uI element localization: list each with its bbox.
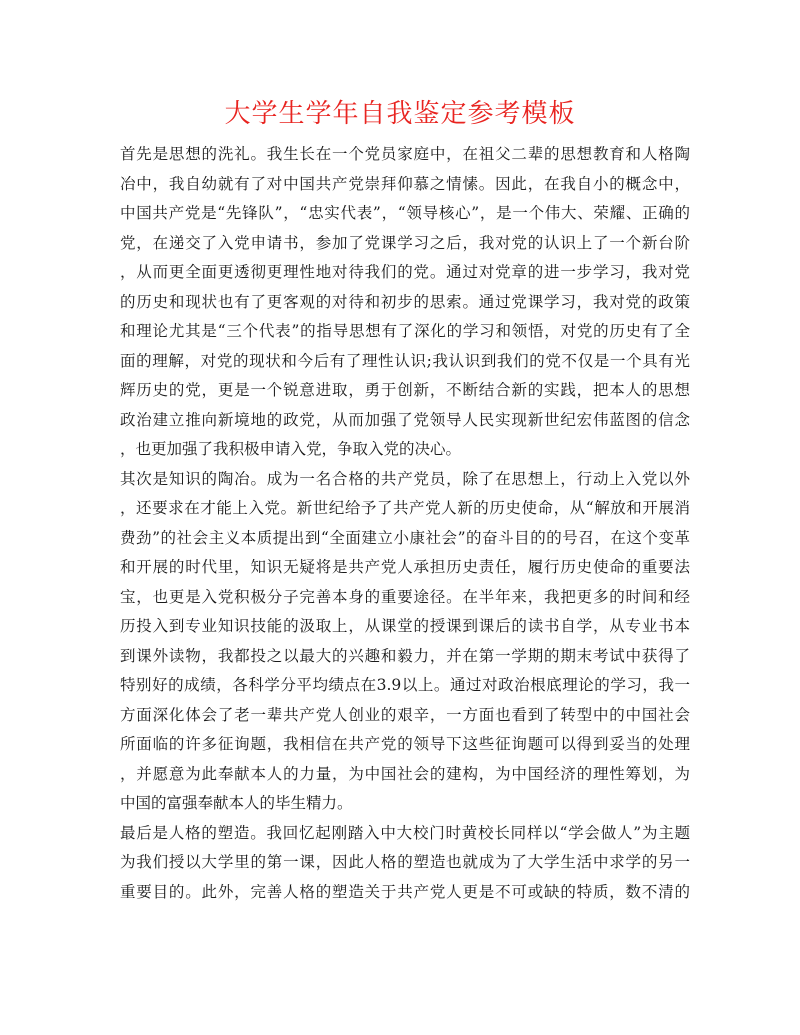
text-line: 特别好的成绩，各科学分平均绩点在3.9以上。通过对政治根底理论的学习，我一 xyxy=(120,676,690,694)
text-line: 费劲”的社会主义本质提出到“全面建立小康社会”的奋斗目的的号召，在这个变革 xyxy=(120,528,690,547)
text-line: 所面临的许多征询题，我相信在共产党的领导下这些征询题可以得到妥当的处理 xyxy=(120,735,690,753)
text-line: 方面深化体会了老一辈共产党人创业的艰辛，一方面也看到了转型中的中国社会 xyxy=(120,705,690,724)
document-body xyxy=(120,140,690,907)
text-line: 和理论尤其是“三个代表”的指导思想有了深化的学习和领悟，对党的历史有了全 xyxy=(120,322,690,340)
text-line: 政治建立推向新境地的政党，从而加强了党领导人民实现新世纪宏伟蓝图的信念 xyxy=(120,410,690,429)
text-line: 历投入到专业知识技能的汲取上，从课堂的授课到课后的读书自学，从专业书本 xyxy=(120,617,690,635)
text-line: 党，在递交了入党申请书，参加了党课学习之后，我对党的认识上了一个新台阶 xyxy=(120,233,690,252)
text-line: ，从而更全面更透彻更理性地对待我们的党。通过对党章的进一步学习，我对党 xyxy=(120,263,690,281)
text-line: 为我们授以大学里的第一课，因此人格的塑造也就成为了大学生活中求学的另一 xyxy=(120,853,690,871)
text-line: 其次是知识的陶冶。成为一名合格的共产党员，除了在思想上，行动上入党以外 xyxy=(120,469,690,488)
text-line: ，也更加强了我积极申请入党，争取入党的决心。 xyxy=(120,440,462,458)
text-line: 的历史和现状也有了更客观的对待和初步的思索。通过党课学习，我对党的政策 xyxy=(120,292,690,311)
text-line: ，并愿意为此奉献本人的力量，为中国社会的建构，为中国经济的理性筹划，为 xyxy=(120,764,690,783)
text-line: 最后是人格的塑造。我回忆起刚踏入中大校门时黄校长同样以“学会做人”为主题 xyxy=(120,823,690,842)
text-line: 面的理解，对党的现状和今后有了理性认识;我认识到我们的党不仅是一个具有光 xyxy=(120,351,690,370)
text-line: 和开展的时代里，知识无疑将是共产党人承担历史责任，履行历史使命的重要法 xyxy=(120,558,690,576)
text-line: 中国共产党是“先锋队”，“忠实代表”，“领导核心”，是一个伟大、荣耀、正确的 xyxy=(120,204,690,222)
text-line: ，还要求在才能上入党。新世纪给予了共产党人新的历史使命，从“解放和开展消 xyxy=(120,499,690,517)
document-title: 大学生学年自我鉴定参考模板 xyxy=(224,99,576,129)
text-line: 到课外读物，我都投之以最大的兴趣和毅力，并在第一学期的期末考试中获得了 xyxy=(120,646,690,665)
text-line: 宝，也更是入党积极分子完善本身的重要途径。在半年来，我把更多的时间和经 xyxy=(120,587,690,606)
text-line: 辉历史的党，更是一个锐意进取，勇于创新，不断结合新的实践，把本人的思想 xyxy=(120,381,690,399)
text-line: 中国的富强奉献本人的毕生精力。 xyxy=(120,794,353,812)
text-line: 重要目的。此外，完善人格的塑造关于共产党人更是不可或缺的特质，数不清的 xyxy=(120,882,690,901)
text-line: 冶中，我自幼就有了对中国共产党崇拜仰慕之情愫。因此，在我自小的概念中， xyxy=(120,174,690,193)
text-line: 首先是思想的洗礼。我生长在一个党员家庭中，在祖父二辈的思想教育和人格陶 xyxy=(120,145,690,163)
